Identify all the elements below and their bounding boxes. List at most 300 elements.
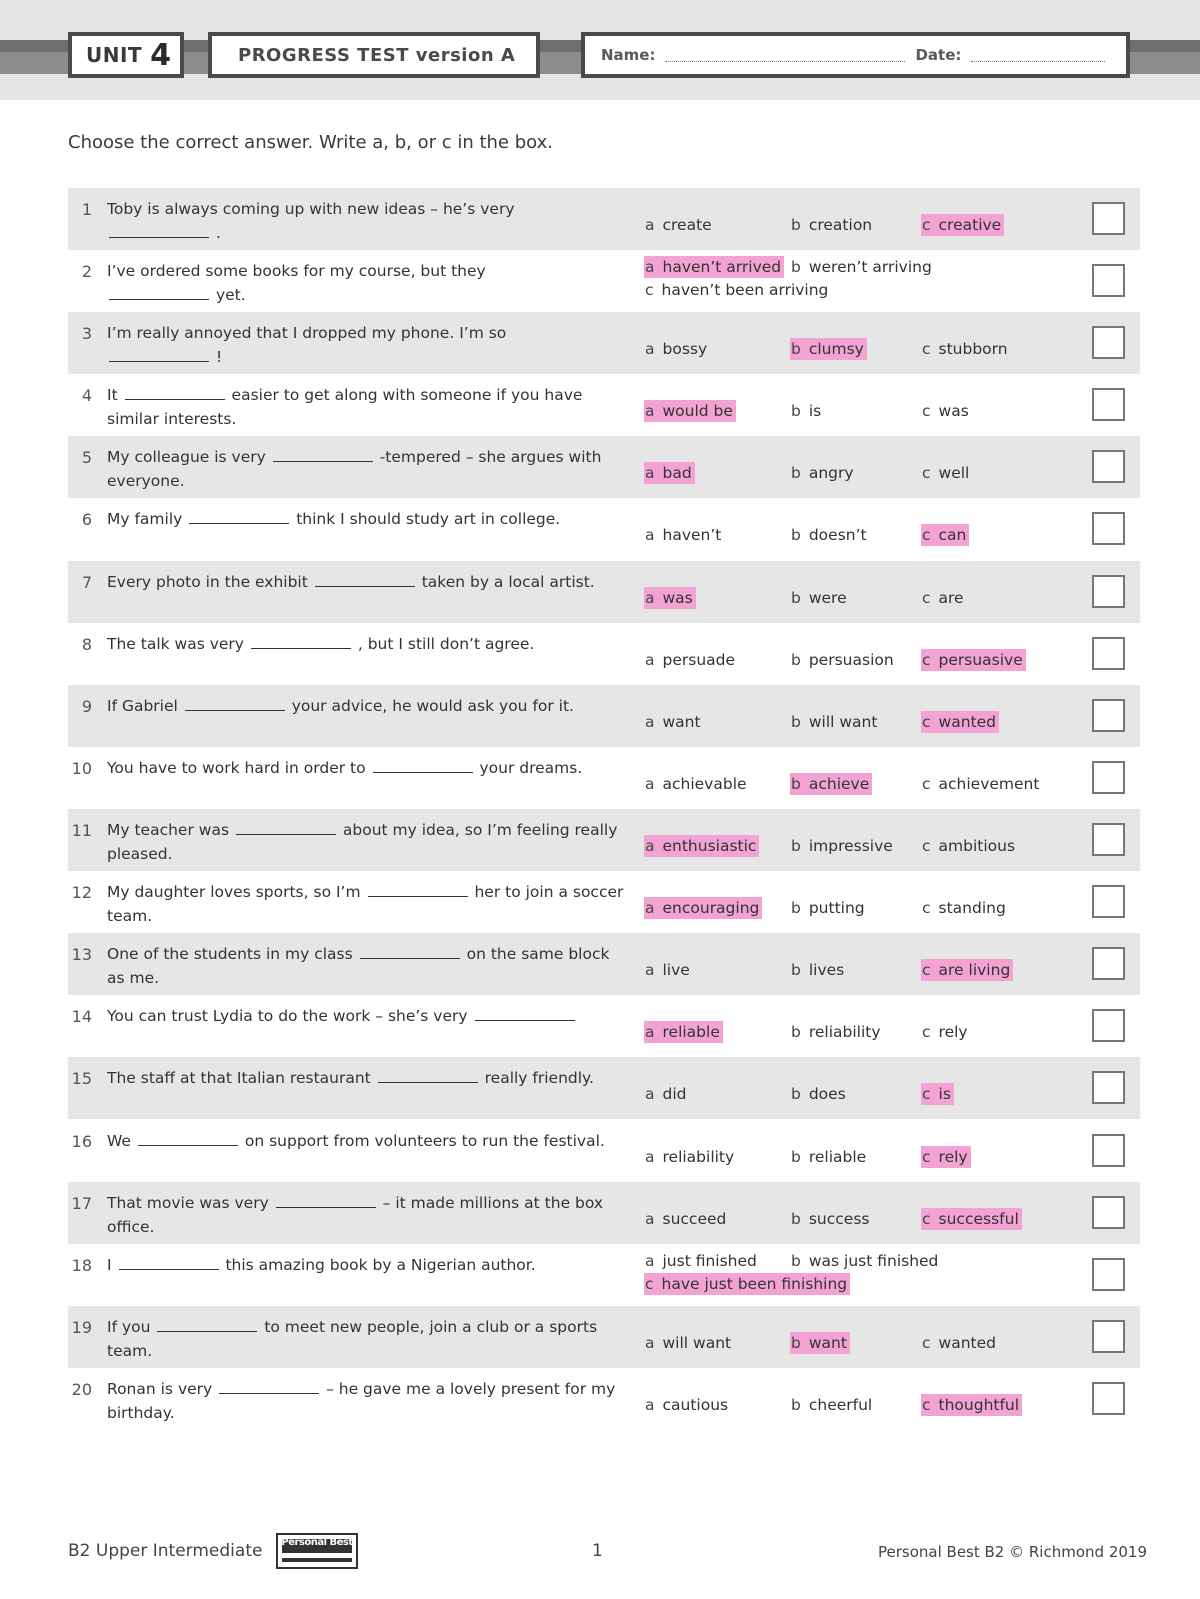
option-c[interactable] [921,214,1004,236]
option-a[interactable] [644,835,759,857]
answer-blank [276,1192,376,1208]
option-letter: a [645,651,655,669]
answer-blank [475,1005,575,1021]
option-text: want [808,1334,847,1352]
option-letter: c [645,1275,654,1293]
option-b[interactable] [790,587,850,609]
option-letter: b [791,1023,801,1041]
option-letter: c [922,402,931,420]
answer-box[interactable] [1092,637,1125,670]
option-letter: c [922,899,931,917]
option-b[interactable] [790,711,880,733]
option-c[interactable] [644,1273,850,1295]
option-letter: c [922,1210,931,1228]
question-row [68,436,1140,498]
answer-box[interactable] [1092,885,1125,918]
page-number: 1 [592,1541,603,1561]
unit-label-box [68,32,184,78]
option-c[interactable] [921,897,1009,919]
option-a[interactable] [644,587,696,609]
option-text: creation [808,216,873,234]
option-text: impressive [808,837,893,855]
footer-level: B2 Upper Intermediate [68,1541,263,1561]
option-text: enthusiastic [662,837,757,855]
option-letter: a [645,526,655,544]
question-number: 3 [81,324,92,343]
option-letter: b [791,216,801,234]
option-letter: a [645,1396,655,1414]
answer-box[interactable] [1092,1196,1125,1229]
option-letter: c [922,340,931,358]
question-text-after: , but I still don’t agree. [357,635,535,653]
option-text: is [938,1085,951,1103]
question-text-before: We [107,1132,131,1150]
option-b[interactable] [790,1250,941,1272]
question-row [68,623,1140,685]
question-number: 10 [71,759,92,778]
option-letter: b [791,1396,801,1414]
question-row [68,1306,1140,1368]
option-letter: c [922,1023,931,1041]
answer-blank [138,1130,238,1146]
answer-box[interactable] [1092,512,1125,545]
question-text-after: about my idea, so I’m feeling really pleased. [107,821,618,863]
answer-blank [119,1254,219,1270]
answer-blank [157,1316,257,1332]
question-text-before: Ronan is very [107,1380,213,1398]
answer-box[interactable] [1092,1320,1125,1353]
question-text-before: I [107,1256,112,1274]
question-text-before: I’ve ordered some books for my course, but they [107,262,486,280]
option-text: haven’t arrived [662,258,782,276]
option-letter: a [645,589,655,607]
option-letter: a [645,899,655,917]
option-b[interactable] [790,1021,884,1043]
option-text: cautious [662,1396,729,1414]
question-row [68,374,1140,436]
question-text [107,1004,627,1028]
option-text: success [808,1210,870,1228]
unit-number: 4 [150,37,171,73]
question-text [107,1253,627,1277]
question-number: 14 [71,1007,92,1026]
question-text-before: I’m really annoyed that I dropped my phone. I’m so [107,324,507,342]
option-letter: a [645,1148,655,1166]
option-a[interactable] [644,711,704,733]
option-a[interactable] [644,1250,760,1272]
option-a[interactable] [644,959,693,981]
option-a[interactable] [644,524,724,546]
option-text: does [808,1085,846,1103]
option-letter: c [922,775,931,793]
answer-box[interactable] [1092,575,1125,608]
option-letter: b [791,402,801,420]
question-text-before: My teacher was [107,821,230,839]
question-text [107,1377,627,1425]
question-text-after: yet. [215,286,246,304]
question-text-before: You have to work hard in order to [107,759,366,777]
option-letter: a [645,1085,655,1103]
option-text: is [808,402,822,420]
option-letter: c [922,216,931,234]
question-row [68,1368,1140,1430]
option-a[interactable] [644,649,738,671]
option-b[interactable] [790,214,875,236]
logo-text: Personal Best [281,1537,353,1548]
option-text: cheerful [808,1396,873,1414]
option-b[interactable] [790,1394,875,1416]
option-letter: a [645,1210,655,1228]
option-text: wanted [938,1334,996,1352]
option-a[interactable] [644,897,762,919]
option-letter: b [791,1334,801,1352]
name-date-box [581,32,1130,78]
option-letter: c [922,651,931,669]
question-text-after: – it made millions at the box office. [107,1194,604,1236]
question-number: 15 [71,1069,92,1088]
question-text [107,942,627,990]
option-text: haven’t been arriving [661,281,829,299]
name-label: Name: [601,46,656,64]
question-text-before: My daughter loves sports, so I’m [107,883,361,901]
option-letter: b [791,589,801,607]
option-b[interactable] [790,649,897,671]
option-c[interactable] [921,773,1042,795]
question-text-before: The staff at that Italian restaurant [107,1069,371,1087]
question-row [68,312,1140,374]
question-text-before: If you [107,1318,151,1336]
option-b[interactable] [790,524,870,546]
option-letter: c [922,713,931,731]
answer-box[interactable] [1092,699,1125,732]
option-text: putting [808,899,865,917]
answer-box[interactable] [1092,1258,1125,1291]
option-text: can [938,526,967,544]
answer-blank [373,757,473,773]
answer-box[interactable] [1092,388,1125,421]
option-text: successful [938,1210,1019,1228]
option-text: would be [662,402,733,420]
answer-blank [109,346,209,362]
option-text: weren’t arriving [808,258,932,276]
option-letter: b [791,899,801,917]
option-text: creative [938,216,1002,234]
option-letter: a [645,1023,655,1041]
option-letter: b [791,713,801,731]
question-text-after: – he gave me a lovely present for my birthday. [107,1380,616,1422]
option-text: encouraging [662,899,760,917]
option-b[interactable] [790,400,824,422]
option-a[interactable] [644,1146,737,1168]
option-text: achieve [808,775,870,793]
name-field[interactable] [665,49,905,62]
question-text [107,694,627,718]
answer-blank [236,819,336,835]
option-a[interactable] [644,256,784,278]
option-c[interactable] [921,1394,1022,1416]
option-c[interactable] [921,1083,954,1105]
option-letter: c [922,1334,931,1352]
question-text-before: That movie was very [107,1194,269,1212]
question-row [68,747,1140,809]
answer-box[interactable] [1092,450,1125,483]
question-text-after: ! [215,348,223,366]
question-text-after: your dreams. [479,759,583,777]
answer-box[interactable] [1092,1382,1125,1415]
answer-blank [189,508,289,524]
option-a[interactable] [644,773,750,795]
question-number: 8 [81,635,92,654]
question-number: 16 [71,1132,92,1151]
option-letter: a [645,1334,655,1352]
option-a[interactable] [644,1083,689,1105]
option-a[interactable] [644,338,710,360]
answer-box[interactable] [1092,1071,1125,1104]
question-number: 12 [71,883,92,902]
question-text-after: your advice, he would ask you for it. [291,697,574,715]
question-text-after: on the same block as me. [107,945,610,987]
option-text: rely [938,1148,968,1166]
option-letter: b [791,340,801,358]
option-letter: b [791,651,801,669]
question-row [68,871,1140,933]
question-text-before: It [107,386,118,404]
option-letter: a [645,775,655,793]
question-text [107,507,627,531]
answer-blank [185,695,285,711]
question-number: 20 [71,1380,92,1399]
option-text: persuade [662,651,736,669]
option-c[interactable] [921,835,1018,857]
answer-box[interactable] [1092,1134,1125,1167]
question-number: 4 [81,386,92,405]
option-text: are [938,589,964,607]
option-letter: a [645,402,655,420]
instruction: Choose the correct answer. Write a, b, or c in the box. [68,132,553,153]
question-number: 18 [71,1256,92,1275]
option-letter: b [791,775,801,793]
question-number: 17 [71,1194,92,1213]
option-c[interactable] [921,649,1026,671]
option-text: angry [808,464,854,482]
option-c[interactable] [644,279,831,301]
question-text-before: The talk was very [107,635,244,653]
option-letter: a [645,340,655,358]
answer-blank [273,446,373,462]
option-letter: a [645,713,655,731]
answer-blank [109,222,209,238]
option-text: are living [938,961,1011,979]
option-letter: a [645,258,655,276]
answer-box[interactable] [1092,761,1125,794]
option-c[interactable] [921,587,967,609]
option-text: reliable [808,1148,867,1166]
option-letter: a [645,837,655,855]
option-b[interactable] [790,462,857,484]
option-a[interactable] [644,462,695,484]
option-b[interactable] [790,338,867,360]
question-text [107,1129,627,1153]
answer-blank [315,571,415,587]
option-letter: c [645,281,654,299]
option-text: just finished [662,1252,757,1270]
option-b[interactable] [790,773,872,795]
option-text: have just been finishing [661,1275,848,1293]
answer-box[interactable] [1092,264,1125,297]
question-text [107,259,627,307]
question-row [68,188,1140,250]
option-text: was [662,589,693,607]
option-b[interactable] [790,256,935,278]
option-text: succeed [662,1210,727,1228]
option-text: bad [662,464,692,482]
date-field[interactable] [971,49,1105,62]
option-letter: b [791,1148,801,1166]
option-text: doesn’t [808,526,867,544]
option-letter: b [791,526,801,544]
option-letter: a [645,961,655,979]
option-letter: a [645,1252,655,1270]
option-text: reliable [662,1023,720,1041]
question-row [68,1057,1140,1119]
answer-box[interactable] [1092,326,1125,359]
question-text-after: taken by a local artist. [421,573,595,591]
option-c[interactable] [921,711,999,733]
answer-blank [125,384,225,400]
question-text-after: on support from volunteers to run the festival. [244,1132,605,1150]
option-text: will want [808,713,878,731]
answer-box[interactable] [1092,823,1125,856]
option-text: lives [808,961,845,979]
answer-box[interactable] [1092,202,1125,235]
option-a[interactable] [644,1208,729,1230]
question-row [68,1182,1140,1244]
question-text-after: this amazing book by a Nigerian author. [225,1256,536,1274]
answer-blank [251,633,351,649]
option-a[interactable] [644,214,715,236]
option-letter: b [791,258,801,276]
option-text: thoughtful [938,1396,1020,1414]
option-text: want [662,713,701,731]
answer-blank [378,1067,478,1083]
option-text: persuasive [938,651,1023,669]
question-text-before: My colleague is very [107,448,266,466]
option-text: were [808,589,847,607]
question-text [107,570,627,594]
option-c[interactable] [921,1208,1022,1230]
date-label: Date: [915,46,962,64]
option-letter: b [791,464,801,482]
option-text: standing [938,899,1006,917]
option-letter: b [791,1210,801,1228]
option-letter: b [791,961,801,979]
question-row [68,685,1140,747]
option-c[interactable] [921,400,972,422]
answer-blank [368,881,468,897]
option-c[interactable] [921,1146,971,1168]
question-text-after: think I should study art in college. [296,510,561,528]
option-c[interactable] [921,338,1011,360]
question-text-before: My family [107,510,183,528]
question-number: 1 [81,200,92,219]
option-text: clumsy [808,340,864,358]
question-row [68,1120,1140,1182]
question-row [68,809,1140,871]
option-c[interactable] [921,959,1013,981]
option-text: achievable [662,775,747,793]
question-number: 11 [71,821,92,840]
question-number: 7 [81,573,92,592]
option-text: wanted [938,713,996,731]
option-a[interactable] [644,1394,731,1416]
question-text [107,1066,627,1090]
option-text: rely [938,1023,968,1041]
question-text-after: to meet new people, join a club or a sports team. [107,1318,598,1360]
option-c[interactable] [921,1332,999,1354]
answer-box[interactable] [1092,1009,1125,1042]
answer-blank [360,943,460,959]
option-c[interactable] [921,524,969,546]
option-text: persuasion [808,651,894,669]
option-text: ambitious [938,837,1016,855]
question-number: 13 [71,945,92,964]
question-text [107,1315,627,1363]
option-letter: c [922,837,931,855]
question-text [107,632,627,656]
question-row [68,561,1140,623]
question-row [68,250,1140,312]
option-a[interactable] [644,400,736,422]
question-text [107,756,627,780]
option-letter: b [791,1085,801,1103]
question-number: 5 [81,448,92,467]
option-a[interactable] [644,1021,723,1043]
option-text: haven’t [662,526,722,544]
option-b[interactable] [790,1332,850,1354]
question-text [107,445,627,493]
option-text: create [662,216,712,234]
question-text [107,383,627,431]
option-b[interactable] [790,1146,869,1168]
test-title: PROGRESS TEST version A [238,44,516,66]
option-text: reliability [662,1148,735,1166]
unit-label: UNIT [86,43,143,67]
question-text-after: easier to get along with someone if you have similar interests. [107,386,583,428]
option-b[interactable] [790,1083,849,1105]
option-a[interactable] [644,1332,734,1354]
option-letter: c [922,1396,931,1414]
option-text: bossy [662,340,708,358]
option-b[interactable] [790,1208,872,1230]
question-text-after: really friendly. [484,1069,594,1087]
option-letter: c [922,589,931,607]
option-letter: c [922,526,931,544]
option-b[interactable] [790,835,896,857]
option-c[interactable] [921,1021,971,1043]
question-text [107,880,627,928]
option-letter: c [922,464,931,482]
option-c[interactable] [921,462,972,484]
option-b[interactable] [790,959,847,981]
answer-box[interactable] [1092,947,1125,980]
question-number: 6 [81,510,92,529]
option-text: will want [662,1334,732,1352]
option-letter: c [922,961,931,979]
question-number: 2 [81,262,92,281]
option-b[interactable] [790,897,868,919]
option-text: live [662,961,690,979]
option-text: was [938,402,969,420]
